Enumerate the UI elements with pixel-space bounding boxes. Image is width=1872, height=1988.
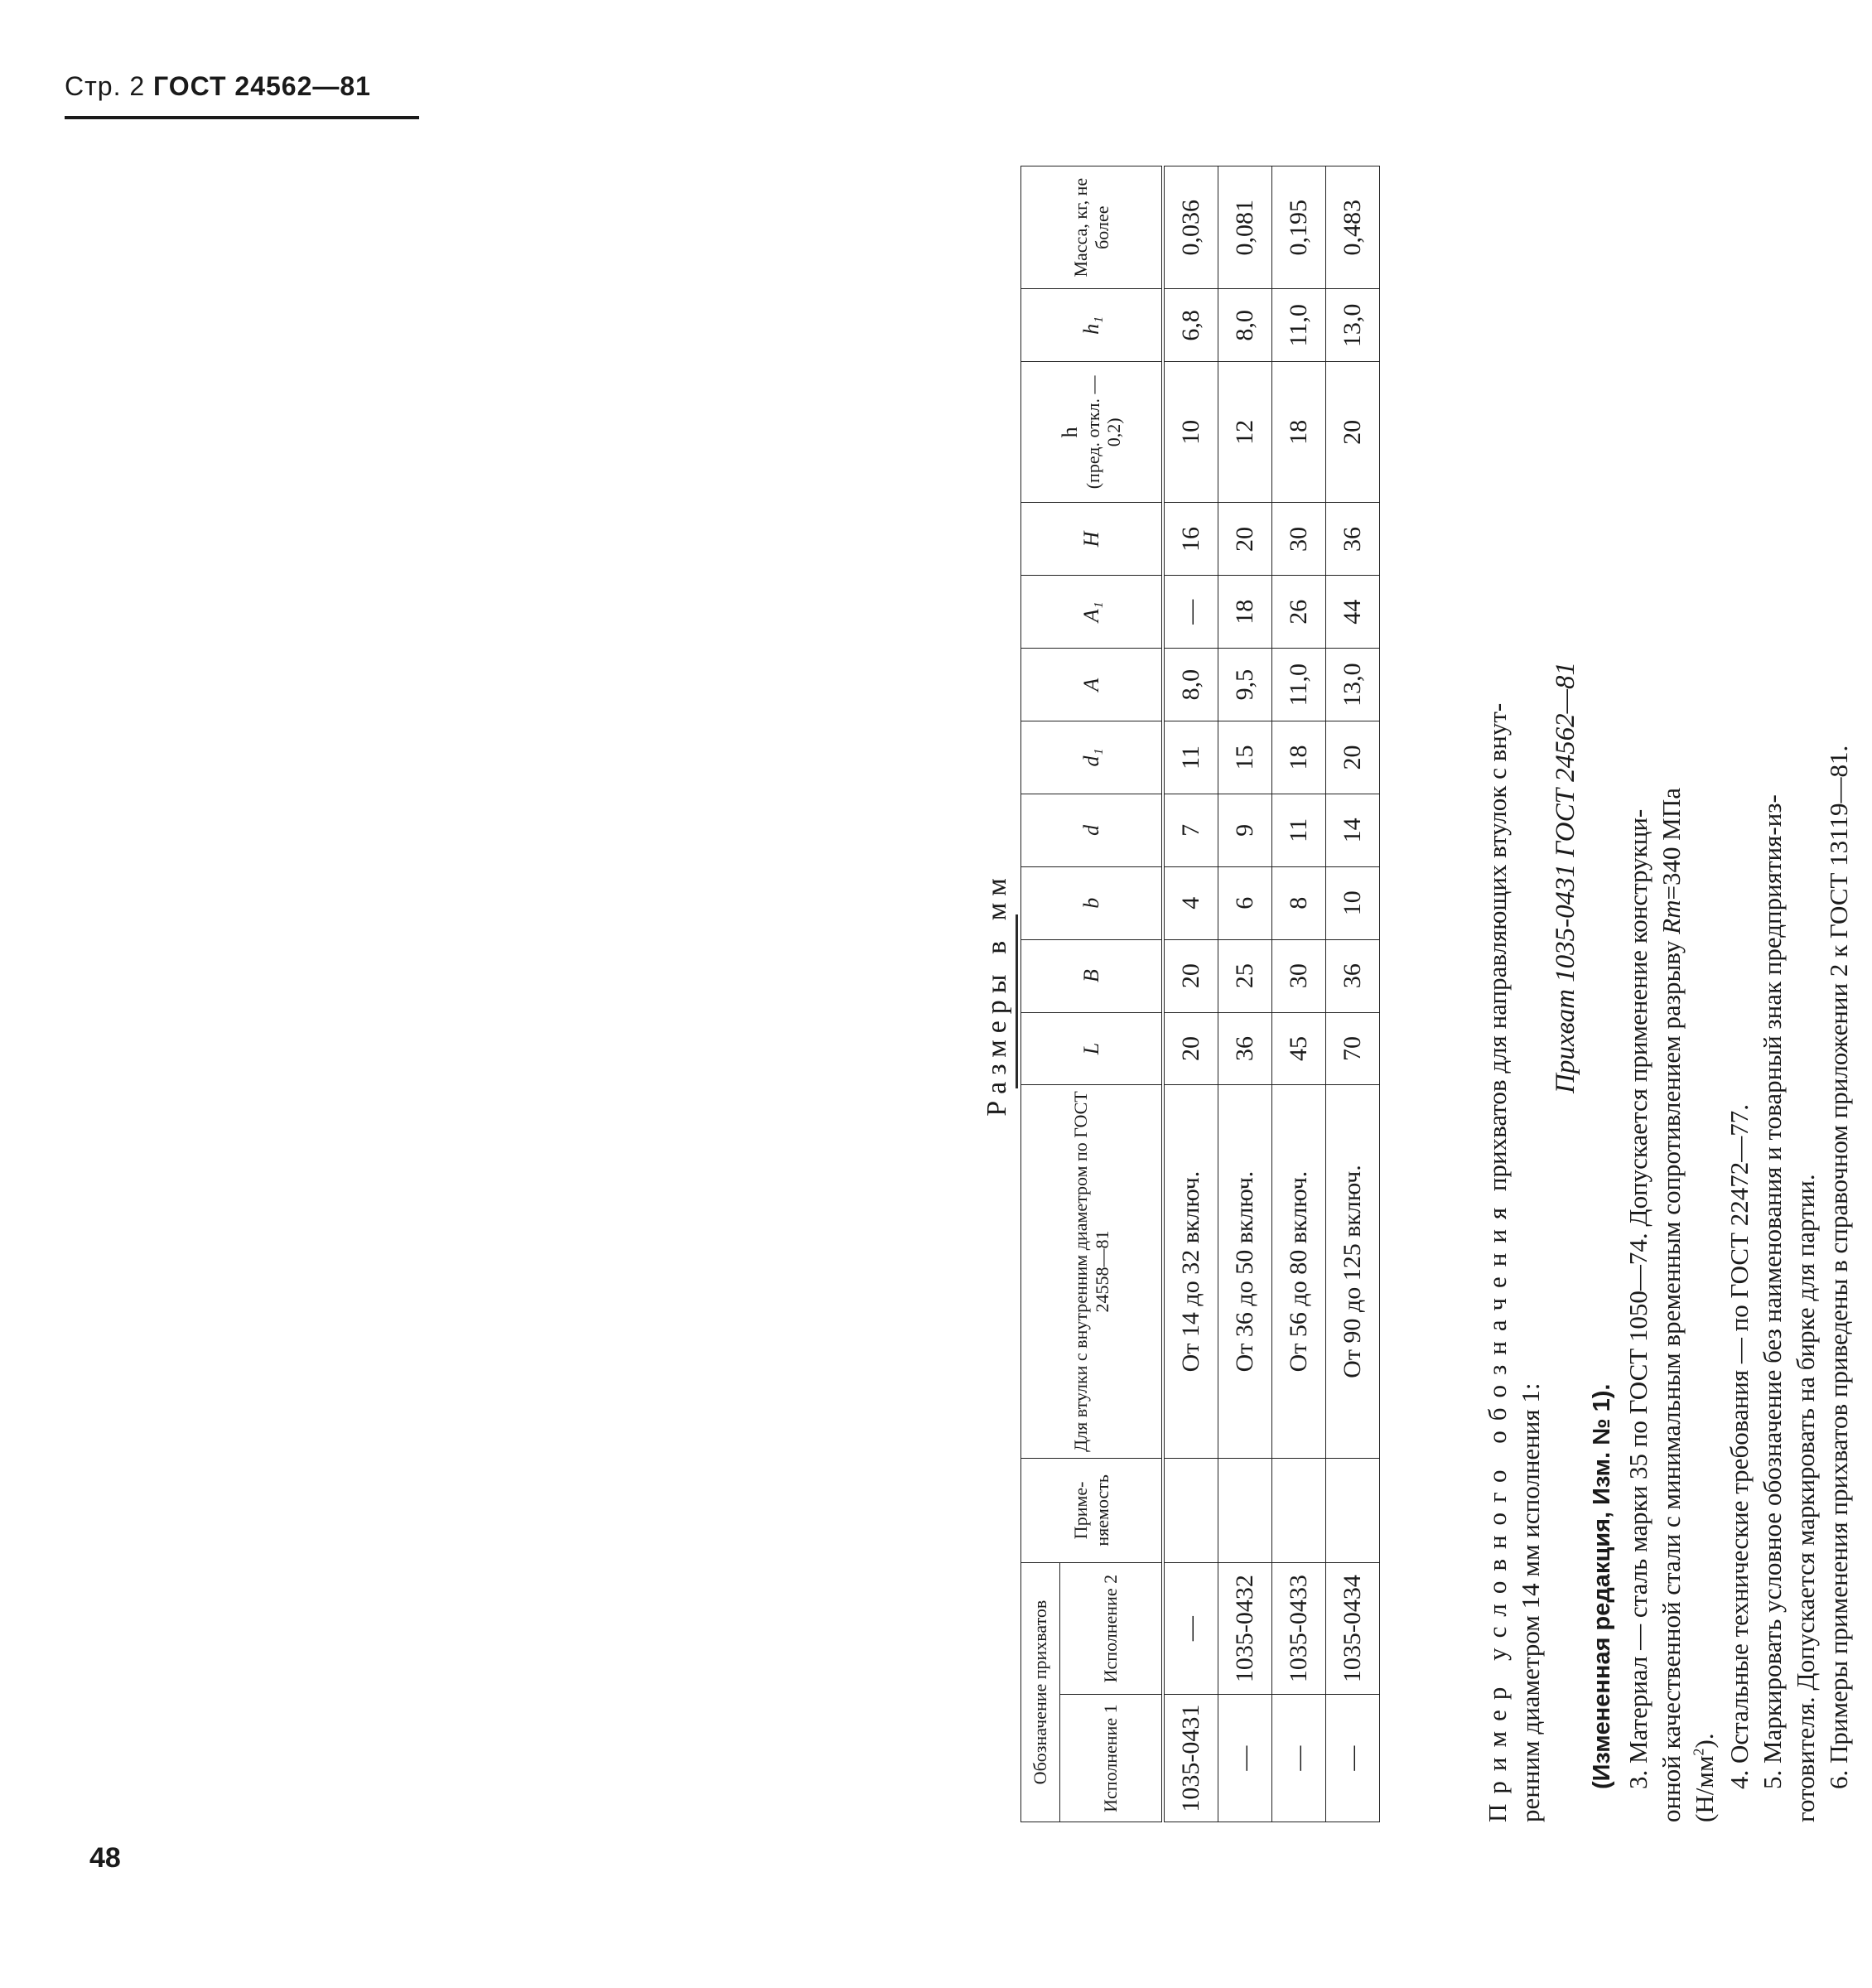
cell-A: 9,5 <box>1218 649 1272 721</box>
header-H: H <box>1021 503 1164 576</box>
cell-d1: 20 <box>1326 721 1380 794</box>
cell-usage <box>1163 1458 1218 1562</box>
cell-bushing: От 90 до 125 включ. <box>1326 1085 1380 1458</box>
cell-usage <box>1218 1458 1272 1562</box>
cell-exec2: 1035-0432 <box>1218 1562 1272 1694</box>
cell-bushing: От 36 до 50 включ. <box>1218 1085 1272 1458</box>
table-caption: Размеры в мм <box>982 871 1012 1117</box>
header-designation-group: Обозначение прихватов <box>1021 1562 1060 1822</box>
header-B: B <box>1021 939 1164 1012</box>
header-exec2: Исполнение 2 <box>1060 1562 1164 1694</box>
cell-B: 36 <box>1326 939 1380 1012</box>
page-number: 48 <box>89 1842 121 1874</box>
cell-A1: 44 <box>1326 576 1380 649</box>
cell-exec2: 1035-0434 <box>1326 1562 1380 1694</box>
cell-mass: 0,195 <box>1272 166 1326 289</box>
cell-exec1: — <box>1272 1695 1326 1822</box>
cell-b: 10 <box>1326 866 1380 939</box>
cell-exec2: — <box>1163 1562 1218 1694</box>
p3-unit-end: ). <box>1690 1733 1719 1749</box>
table-row <box>1326 166 1380 1822</box>
cell-d: 14 <box>1326 794 1380 866</box>
dimensions-table <box>1020 166 1380 1822</box>
cell-mass: 0,036 <box>1163 166 1218 289</box>
cell-L: 36 <box>1218 1012 1272 1085</box>
cell-h: 18 <box>1272 362 1326 503</box>
cell-bushing: От 14 до 32 включ. <box>1163 1085 1218 1458</box>
cell-H: 16 <box>1163 503 1218 576</box>
example-cont: ренним диаметром 14 мм исполнения 1: <box>1516 1382 1545 1822</box>
cell-d: 7 <box>1163 794 1218 866</box>
header-d: d <box>1021 794 1164 866</box>
p3-rm: Rm <box>1657 900 1686 934</box>
cell-exec1: — <box>1218 1695 1272 1822</box>
cell-L: 70 <box>1326 1012 1380 1085</box>
cell-bushing: От 56 до 80 включ. <box>1272 1085 1326 1458</box>
paragraph-5-line-2: готовителя. Допускается маркировать на бирке для партии. <box>1791 1174 1820 1822</box>
cell-exec1: — <box>1326 1695 1380 1822</box>
cell-h1: 6,8 <box>1163 289 1218 362</box>
cell-L: 20 <box>1163 1012 1218 1085</box>
cell-A1: 26 <box>1272 576 1326 649</box>
paragraph-4: 4. Остальные технические требования — по ГОСТ 22472—77. <box>1725 1103 1754 1789</box>
paragraph-3-line-3 <box>1688 174 1721 1822</box>
p3-unit: (Н/мм <box>1690 1755 1719 1822</box>
cell-usage <box>1326 1458 1380 1562</box>
cell-d1: 15 <box>1218 721 1272 794</box>
cell-b: 8 <box>1272 866 1326 939</box>
cell-A: 11,0 <box>1272 649 1326 721</box>
header-h1: h₁ <box>1021 289 1164 362</box>
example-line <box>1481 174 1514 1822</box>
cell-b: 6 <box>1218 866 1272 939</box>
table-row <box>1272 166 1326 1822</box>
running-header <box>65 71 371 102</box>
cell-h1: 11,0 <box>1272 289 1326 362</box>
paragraph-6: 6. Примеры применения прихватов приведены в справочном приложении 2 к ГОСТ 13119—81. <box>1824 745 1853 1789</box>
cell-L: 45 <box>1272 1012 1326 1085</box>
header-usage: Приме- няемость <box>1021 1458 1164 1562</box>
cell-A: 8,0 <box>1163 649 1218 721</box>
cell-H: 30 <box>1272 503 1326 576</box>
p3-text: онной качественной стали с минимальным временным сопротивлением разрыву <box>1657 934 1686 1822</box>
header-mass: Масса, кг, не более <box>1021 166 1164 289</box>
header-h <box>1021 362 1164 503</box>
cell-d1: 11 <box>1163 721 1218 794</box>
cell-A: 13,0 <box>1326 649 1380 721</box>
header-bushing: Для втулки с внутренним диаметром по ГОСТ 24558—81 <box>1021 1085 1164 1458</box>
cell-h1: 8,0 <box>1218 289 1272 362</box>
page-label: Стр. 2 <box>65 71 146 101</box>
cell-h: 20 <box>1326 362 1380 503</box>
example-spaced: Пример условного обозначения <box>1483 1197 1512 1822</box>
cell-d: 11 <box>1272 794 1326 866</box>
cell-exec1: 1035-0431 <box>1163 1695 1218 1822</box>
cell-mass: 0,081 <box>1218 166 1272 289</box>
header-b: b <box>1021 866 1164 939</box>
designation-example: Прихват 1035-0431 ГОСТ 24562—81 <box>1551 661 1580 1093</box>
header-h-symbol: h <box>1058 427 1083 438</box>
cell-B: 20 <box>1163 939 1218 1012</box>
header-rule <box>65 116 419 119</box>
rotated-content <box>977 83 1872 1822</box>
cell-A1: — <box>1163 576 1218 649</box>
cell-exec2: 1035-0433 <box>1272 1562 1326 1694</box>
cell-b: 4 <box>1163 866 1218 939</box>
cell-usage <box>1272 1458 1326 1562</box>
cell-h1: 13,0 <box>1326 289 1380 362</box>
cell-d1: 18 <box>1272 721 1326 794</box>
p3-value: =340 МПа <box>1657 788 1686 900</box>
paragraph-3-line-2 <box>1655 174 1688 1822</box>
cell-H: 36 <box>1326 503 1380 576</box>
p3-sup: 2 <box>1690 1748 1707 1756</box>
header-h-note: (пред. откл. —0,2) <box>1083 375 1125 490</box>
standard-number: ГОСТ 24562—81 <box>153 71 371 101</box>
paragraph-3-line-1: 3. Материал — сталь марки 35 по ГОСТ 1050—74. Допускается применение конструкци- <box>1624 808 1652 1789</box>
table-row <box>1163 166 1218 1822</box>
cell-A1: 18 <box>1218 576 1272 649</box>
table-row <box>1218 166 1272 1822</box>
header-L: L <box>1021 1012 1164 1085</box>
cell-mass: 0,483 <box>1326 166 1380 289</box>
paragraph-5-line-1: 5. Маркировать условное обозначение без наименования и товарный знак предприятия-из- <box>1758 794 1787 1789</box>
cell-H: 20 <box>1218 503 1272 576</box>
amendment-note: (Измененная редакция, Изм. № 1). <box>1589 1383 1615 1789</box>
cell-B: 25 <box>1218 939 1272 1012</box>
header-A: A <box>1021 649 1164 721</box>
header-A1: A₁ <box>1021 576 1164 649</box>
cell-B: 30 <box>1272 939 1326 1012</box>
header-d1: d₁ <box>1021 721 1164 794</box>
cell-h: 12 <box>1218 362 1272 503</box>
example-rest: прихватов для направляющих втулок с внут- <box>1483 702 1512 1192</box>
cell-h: 10 <box>1163 362 1218 503</box>
cell-d: 9 <box>1218 794 1272 866</box>
header-exec1: Исполнение 1 <box>1060 1695 1164 1822</box>
